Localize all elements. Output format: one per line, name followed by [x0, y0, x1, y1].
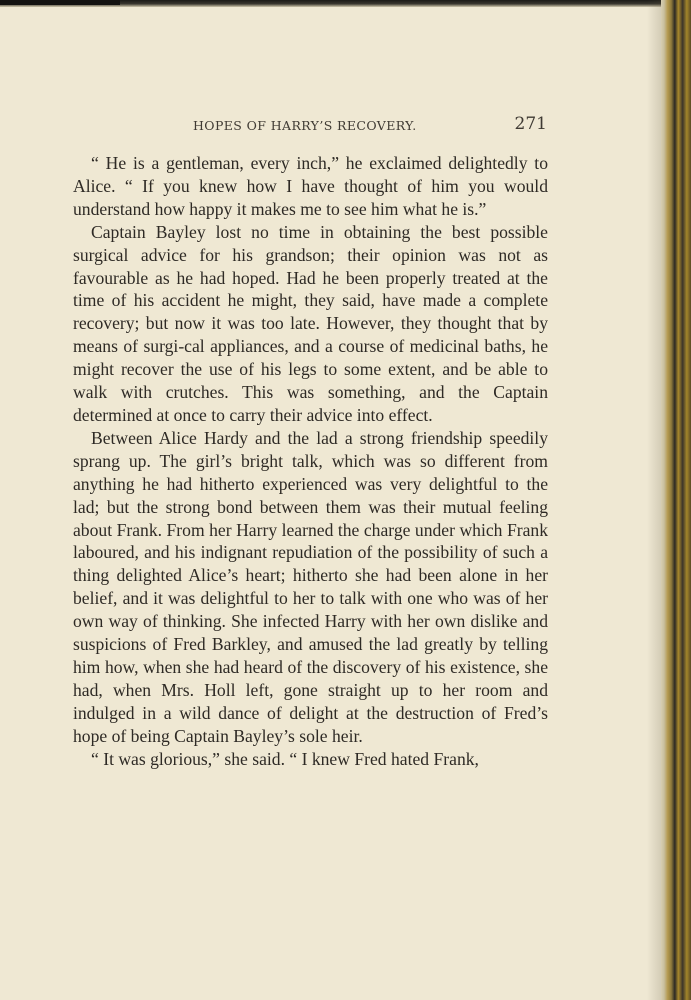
body-text — [73, 152, 548, 770]
running-head: HOPES OF HARRY’S RECOVERY. — [193, 118, 417, 133]
page-top-edge-shadow — [0, 0, 120, 5]
page-number: 271 — [514, 114, 547, 134]
paragraph: “ It was glorious,” she said. “ I knew Fred hated Frank, — [91, 748, 479, 769]
book-spine — [661, 0, 691, 1000]
page-gutter-shadow — [647, 0, 661, 1000]
page-header — [193, 114, 553, 136]
paragraph: “ He is a gentleman, every inch,” he exclaimed delightedly to Alice. “ If you knew how I have thought of him you would understand how happy it makes me to see him what he is.” — [73, 153, 548, 219]
paragraph: Captain Bayley lost no time in obtaining the best possible surgical advice for his grandson; their opinion was not as favourable as he had hoped. Had he been properly treated at the time of his accident he might, they said, have made a complete recovery; but now it was too late. However, they thought that by means of surgi-cal appliances, and a course of medicinal baths, he might recover the use of his legs to some extent, and be able to walk with crutches. This was something, and the Captain determined at once to carry their advice into effect. — [73, 221, 548, 425]
paragraph: Between Alice Hardy and the lad a strong friendship speedily sprang up. The girl’s bright talk, which was so different from anything he had hitherto experienced was very delightful to the lad; but the strong bond between them was their mutual feeling about Frank. From her Harry learned the charge under which Frank laboured, and his indignant repudiation of the possibility of such a thing delighted Alice’s heart; hitherto she had been alone in her belief, and it was delightful to her to talk with one who was of her own way of thinking. She infected Harry with her own dislike and suspicions of Fred Barkley, and amused the lad greatly by telling him how, when she had heard of the discovery of his existence, she had, when Mrs. Holl left, gone straight up to her room and indulged in a wild dance of delight at the destruction of Fred’s hope of being Captain Bayley’s sole heir. — [73, 427, 548, 746]
